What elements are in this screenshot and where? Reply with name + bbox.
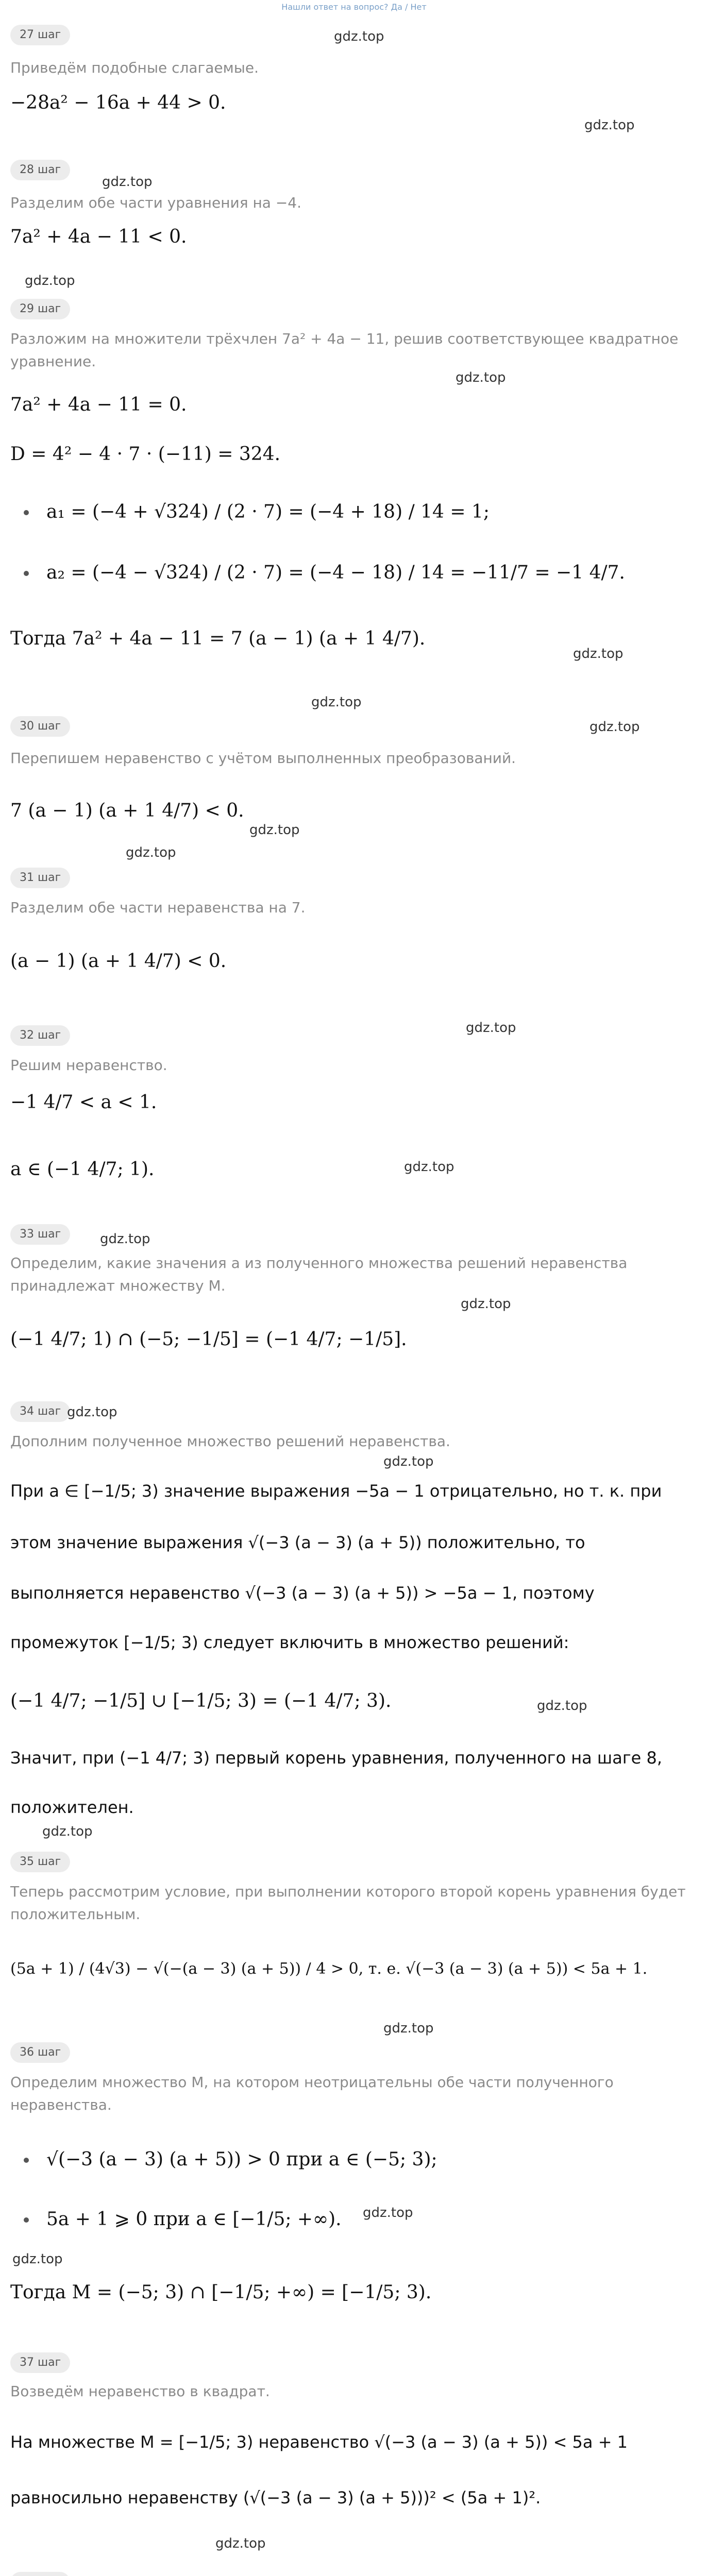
step-description: Определим множество M, на котором неотрицательны обе части полученного неравенства. bbox=[10, 2074, 614, 2113]
watermark: gdz.top bbox=[311, 694, 362, 710]
watermark: gdz.top bbox=[25, 273, 75, 289]
text-line: промежуток [−1/5; 3) следует включить в множество решений: bbox=[10, 1633, 569, 1652]
math-line: −28a² − 16a + 44 > 0. bbox=[10, 92, 226, 113]
step-badge: 36 шаг bbox=[10, 2042, 70, 2063]
watermark: gdz.top bbox=[249, 822, 300, 838]
math-line: D = 4² − 4 · 7 · (−11) = 324. bbox=[10, 444, 281, 465]
step-badge: 30 шаг bbox=[10, 716, 70, 737]
math-line: a₁ = (−4 + √324) / (2 · 7) = (−4 + 18) / 14 = 1; bbox=[46, 501, 490, 522]
step-description: Приведём подобные слагаемые. bbox=[10, 59, 259, 76]
watermark: gdz.top bbox=[383, 1454, 434, 1469]
watermark: gdz.top bbox=[126, 845, 176, 860]
watermark: gdz.top bbox=[363, 2205, 413, 2221]
step-badge: 34 шаг bbox=[10, 1401, 70, 1422]
math-line: (a − 1) (a + 1 4/7) < 0. bbox=[10, 951, 227, 972]
step-description: Определим, какие значения a из полученного множества решений неравенства принадлежат множеству M. bbox=[10, 1255, 628, 1294]
step-badge: 32 шаг bbox=[10, 1025, 70, 1046]
text-line: равносильно неравенству (√(−3 (a − 3) (a + 5)))² < (5a + 1)². bbox=[10, 2488, 541, 2507]
watermark: gdz.top bbox=[589, 719, 640, 735]
feedback-link[interactable]: Нашли ответ на вопрос? Да / Нет bbox=[281, 2, 427, 12]
watermark: gdz.top bbox=[383, 2021, 434, 2036]
math-line: Тогда M = (−5; 3) ∩ [−1/5; +∞) = [−1/5; 3). bbox=[10, 2282, 432, 2303]
watermark: gdz.top bbox=[537, 1698, 587, 1714]
watermark: gdz.top bbox=[100, 1231, 150, 1247]
math-line: √(−3 (a − 3) (a + 5)) > 0 при a ∈ (−5; 3); bbox=[46, 2149, 437, 2170]
watermark: gdz.top bbox=[215, 2536, 266, 2551]
step-description: Разделим обе части неравенства на 7. bbox=[10, 899, 306, 916]
watermark: gdz.top bbox=[461, 1296, 511, 1312]
step-description: Разделим обе части уравнения на −4. bbox=[10, 194, 301, 211]
step-description: Разложим на множители трёхчлен 7a² + 4a − 11, решив соответствующее квадратное уравнение. bbox=[10, 330, 679, 370]
step-badge: 35 шаг bbox=[10, 1852, 70, 1872]
math-line: −1 4/7 < a < 1. bbox=[10, 1092, 157, 1113]
math-line: a₂ = (−4 − √324) / (2 · 7) = (−4 − 18) / 14 = −11/7 = −1 4/7. bbox=[46, 562, 625, 583]
math-line: (5a + 1) / (4√3) − √(−(a − 3) (a + 5)) / 4 > 0, т. е. √(−3 (a − 3) (a + 5)) < 5a + 1. bbox=[10, 1960, 648, 1978]
step-description: Возведём неравенство в квадрат. bbox=[10, 2383, 270, 2400]
text-line: На множестве M = [−1/5; 3) неравенство √(−3 (a − 3) (a + 5)) < 5a + 1 bbox=[10, 2432, 628, 2452]
bullet bbox=[24, 510, 29, 515]
step-description: Дополним полученное множество решений неравенства. bbox=[10, 1433, 450, 1450]
watermark: gdz.top bbox=[12, 2251, 63, 2267]
bullet bbox=[24, 2217, 29, 2223]
step-description: Перепишем неравенство с учётом выполненных преобразований. bbox=[10, 750, 516, 767]
math-line: Тогда 7a² + 4a − 11 = 7 (a − 1) (a + 1 4/7). bbox=[10, 628, 426, 649]
watermark: gdz.top bbox=[584, 117, 635, 133]
text-line: При a ∈ [−1/5; 3) значение выражения −5a − 1 отрицательно, но т. к. при bbox=[10, 1481, 662, 1501]
math-line: 7a² + 4a − 11 < 0. bbox=[10, 226, 187, 247]
step-badge: 31 шаг bbox=[10, 868, 70, 888]
math-line: 7a² + 4a − 11 = 0. bbox=[10, 394, 187, 415]
watermark: gdz.top bbox=[466, 1020, 516, 1036]
math-line: a ∈ (−1 4/7; 1). bbox=[10, 1159, 155, 1180]
text-line: этом значение выражения √(−3 (a − 3) (a + 5)) положительно, то bbox=[10, 1533, 585, 1552]
step-badge: 29 шаг bbox=[10, 299, 70, 319]
bullet bbox=[24, 571, 29, 576]
bullet bbox=[24, 2158, 29, 2163]
math-line: (−1 4/7; 1) ∩ (−5; −1/5] = (−1 4/7; −1/5]. bbox=[10, 1329, 407, 1350]
watermark: gdz.top bbox=[102, 174, 153, 190]
watermark: gdz.top bbox=[573, 646, 623, 662]
step-badge: 33 шаг bbox=[10, 1224, 70, 1245]
step-description: Решим неравенство. bbox=[10, 1057, 167, 1074]
watermark: gdz.top bbox=[404, 1159, 454, 1175]
math-line: 5a + 1 ⩾ 0 при a ∈ [−1/5; +∞). bbox=[46, 2209, 342, 2230]
math-line: 7 (a − 1) (a + 1 4/7) < 0. bbox=[10, 800, 244, 821]
step-badge bbox=[10, 2572, 70, 2576]
step-badge: 27 шаг bbox=[10, 25, 70, 45]
step-description: Теперь рассмотрим условие, при выполнении которого второй корень уравнения будет положительным. bbox=[10, 1883, 686, 1923]
text-line: выполняется неравенство √(−3 (a − 3) (a + 5)) > −5a − 1, поэтому bbox=[10, 1583, 595, 1603]
watermark: gdz.top bbox=[456, 370, 506, 385]
watermark: gdz.top bbox=[334, 29, 384, 44]
watermark: gdz.top bbox=[67, 1404, 117, 1420]
text-line: Значит, при (−1 4/7; 3) первый корень уравнения, полученного на шаге 8, bbox=[10, 1748, 663, 1768]
step-badge: 37 шаг bbox=[10, 2352, 70, 2373]
math-line: (−1 4/7; −1/5] ∪ [−1/5; 3) = (−1 4/7; 3). bbox=[10, 1690, 392, 1711]
text-line: положителен. bbox=[10, 1798, 134, 1817]
watermark: gdz.top bbox=[42, 1824, 93, 1839]
step-badge: 28 шаг bbox=[10, 160, 70, 180]
